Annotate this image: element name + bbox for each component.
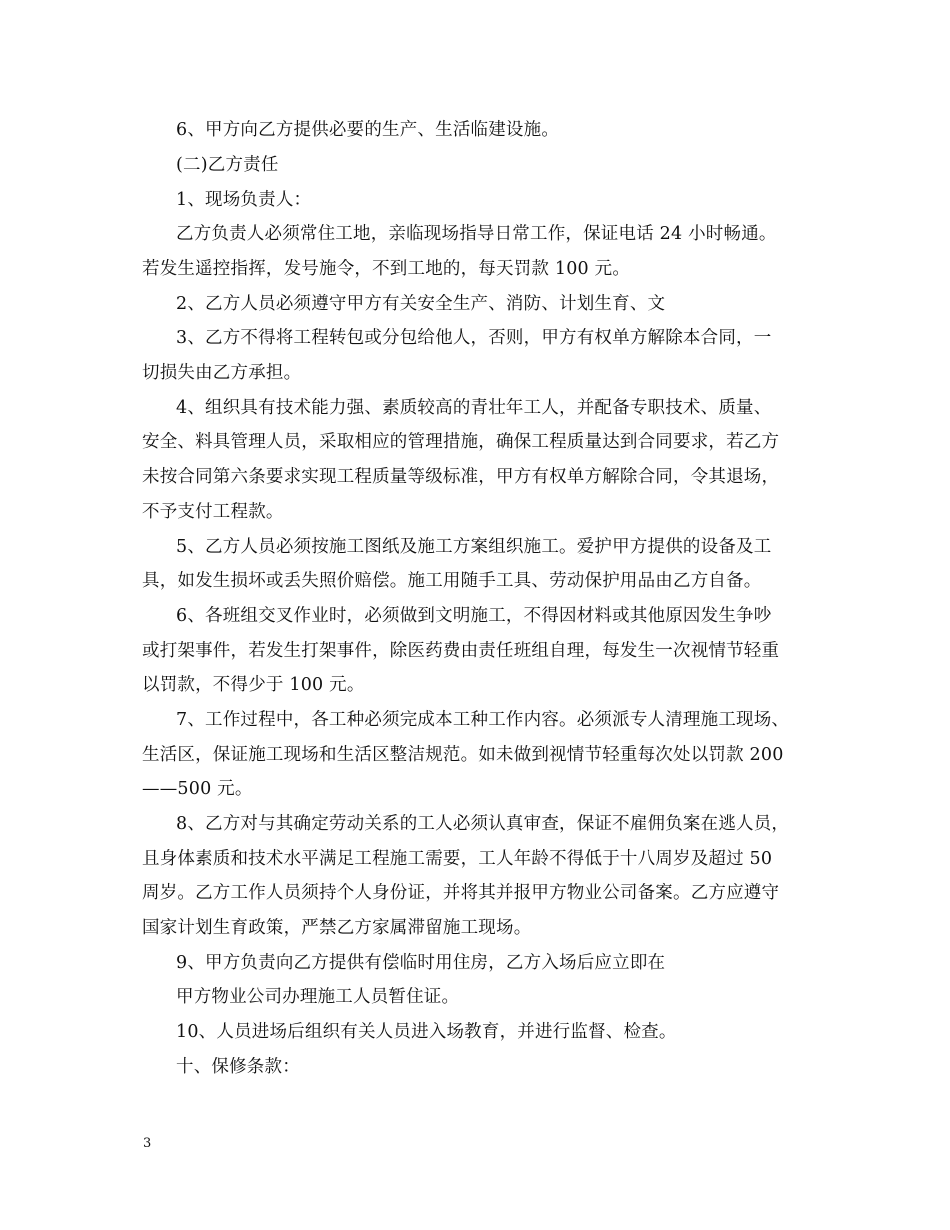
text-line: 生活区，保证施工现场和生活区整洁规范。如未做到视情节轻重每次处以罚款 200 (142, 745, 784, 765)
text-line: 7、工作过程中，各工种必须完成本工种工作内容。必须派专人清理施工现场、 (176, 710, 790, 730)
text-line: 10、人员进场后组织有关人员进入场教育，并进行监督、检查。 (176, 1022, 677, 1042)
text-line: 5、乙方人员必须按施工图纸及施工方案组织施工。爱护甲方提供的设备及工 (176, 537, 772, 557)
text-line: 安全、料具管理人员，采取相应的管理措施，确保工程质量达到合同要求，若乙方 (142, 432, 780, 452)
text-line: 不予支付工程款。 (142, 502, 284, 522)
text-line: 切损失由乙方承担。 (142, 363, 302, 383)
text-line: 4、组织具有技术能力强、素质较高的青壮年工人，并配备专职技术、质量、 (176, 398, 772, 418)
text-line: ——500 元。 (142, 779, 253, 799)
text-line: 6、甲方向乙方提供必要的生产、生活临建设施。 (176, 120, 560, 140)
text-line: 1、现场负责人： (176, 190, 312, 210)
text-line: 国家计划生育政策，严禁乙方家属滞留施工现场。 (142, 918, 532, 938)
text-line: 2、乙方人员必须遵守甲方有关安全生产、消防、计划生育、文 (176, 294, 666, 314)
text-line: 6、各班组交叉作业时，必须做到文明施工，不得因材料或其他原因发生争吵 (176, 606, 772, 626)
section-heading: 十、保修条款： (176, 1057, 300, 1077)
text-line: 或打架事件，若发生打架事件，除医药费由责任班组自理，每发生一次视情节轻重 (142, 641, 780, 661)
text-line: 具，如发生损坏或丢失照价赔偿。施工用随手工具、劳动保护用品由乙方自备。 (142, 571, 762, 591)
text-line: 甲方物业公司办理施工人员暂住证。 (176, 987, 460, 1007)
text-line: 9、甲方负责向乙方提供有偿临时用住房，乙方入场后应立即在 (176, 953, 666, 973)
text-line: 且身体素质和技术水平满足工程施工需要，工人年龄不得低于十八周岁及超过 50 (142, 849, 773, 869)
text-line: 若发生遥控指挥，发号施令，不到工地的，每天罚款 100 元。 (142, 259, 631, 279)
page-number: 3 (143, 1136, 152, 1151)
text-line: 周岁。乙方工作人员须持个人身份证，并将其并报甲方物业公司备案。乙方应遵守 (142, 883, 780, 903)
text-line: 未按合同第六条要求实现工程质量等级标准，甲方有权单方解除合同，令其退场， (142, 467, 780, 487)
text-line: 8、乙方对与其确定劳动关系的工人必须认真审查，保证不雇佣负案在逃人员， (176, 814, 790, 834)
text-line: 以罚款，不得少于 100 元。 (142, 675, 365, 695)
text-line: 3、乙方不得将工程转包或分包给他人，否则，甲方有权单方解除本合同，一 (176, 328, 772, 348)
section-heading: (二)乙方责任 (176, 155, 279, 175)
text-line: 乙方负责人必须常住工地，亲临现场指导日常工作，保证电话 24 小时畅通。 (176, 224, 777, 244)
